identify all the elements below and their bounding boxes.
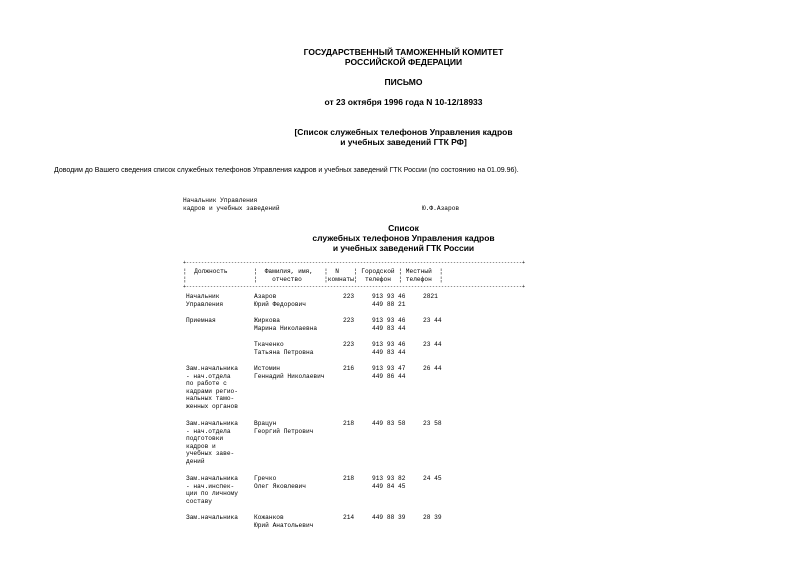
cell-city-phone: 913 93 46 449 83 44	[372, 317, 406, 332]
cell-local-phone: 23 58	[423, 420, 442, 427]
cell-local-phone: 2821	[423, 293, 438, 300]
signature-line1: Начальник Управления	[183, 197, 258, 204]
cell-city-phone: 913 93 47 449 86 44	[372, 365, 406, 380]
cell-room: 223	[343, 341, 355, 348]
cell-local-phone: 24 45	[423, 475, 442, 482]
cell-position: Начальник Управления	[186, 293, 224, 308]
cell-room: 218	[343, 420, 355, 427]
doc-type: ПИСЬМО	[384, 77, 423, 87]
intro-text: Доводим до Вашего сведения список служебных телефонов Управления кадров и учебных заведений ГТК России (по состоянию на 01.09.96).	[54, 167, 519, 174]
cell-room: 223	[343, 293, 355, 300]
cell-position: Приемная	[186, 317, 216, 324]
cell-local-phone: 23 44	[423, 341, 442, 348]
org-name-line2: РОССИЙСКОЙ ФЕДЕРАЦИИ	[344, 57, 463, 67]
cell-room: 216	[343, 365, 355, 372]
doc-date: от 23 октября 1996 года N 10-12/18933	[324, 97, 483, 107]
table-border-mid: +----------------------------------------------------------------------------------------------------------------+	[183, 284, 526, 290]
list-title-line3: и учебных заведений ГТК России	[332, 243, 475, 253]
org-name-line1: ГОСУДАРСТВЕННЫЙ ТАМОЖЕННЫЙ КОМИТЕТ	[303, 47, 504, 57]
cell-room: 214	[343, 514, 355, 521]
cell-position: Зам.начальника - нач.инспек- ции по личному составу	[186, 475, 238, 505]
cell-name: Истомин Геннадий Николаевич	[254, 365, 325, 380]
list-title-line1: Список	[388, 223, 419, 233]
cell-position: Зам.начальника - нач.отдела подготовки кадров и учебных заве- дений	[186, 420, 238, 465]
table-border-top: +----------------------------------------------------------------------------------------------------------------+	[183, 260, 526, 266]
cell-name: Гречко Олег Яковлевич	[254, 475, 306, 490]
table-header-row1: ¦ Должность ¦ Фамилия, имя, ¦ N ¦ Городской ¦ Местный ¦	[183, 268, 443, 275]
subject-line1: [Список служебных телефонов Управления кадров	[294, 127, 513, 137]
cell-city-phone: 449 83 58	[372, 420, 406, 427]
cell-position: Зам.начальника - нач.отдела по работе с кадрами регио- нальных тамо- женных органов	[186, 365, 238, 410]
cell-room: 223	[343, 317, 355, 324]
cell-name: Ткаченко Татьяна Петровна	[254, 341, 314, 356]
cell-room: 218	[343, 475, 355, 482]
signature-name: Ю.Ф.Азаров	[422, 205, 460, 212]
cell-city-phone: 913 93 46 449 83 44	[372, 341, 406, 356]
cell-name: Азаров Юрий Федорович	[254, 293, 306, 308]
list-title-line2: служебных телефонов Управления кадров	[312, 233, 495, 243]
cell-name: Врацун Георгий Петрович	[254, 420, 314, 435]
cell-city-phone: 913 93 46 449 88 21	[372, 293, 406, 308]
cell-local-phone: 28 39	[423, 514, 442, 521]
subject-line2: и учебных заведений ГТК РФ]	[340, 137, 467, 147]
cell-name: Кожанков Юрий Анатольевич	[254, 514, 314, 529]
cell-local-phone: 26 44	[423, 365, 442, 372]
signature-line2: кадров и учебных заведений	[183, 205, 280, 212]
table-header-row2: ¦ ¦ отчество ¦комнаты¦ телефон ¦ телефон ¦	[183, 276, 443, 283]
cell-local-phone: 23 44	[423, 317, 442, 324]
cell-city-phone: 449 88 39	[372, 514, 406, 521]
cell-city-phone: 913 93 82 449 84 45	[372, 475, 406, 490]
cell-name: Жиркова Марина Николаевна	[254, 317, 318, 332]
cell-position: Зам.начальника	[186, 514, 238, 521]
